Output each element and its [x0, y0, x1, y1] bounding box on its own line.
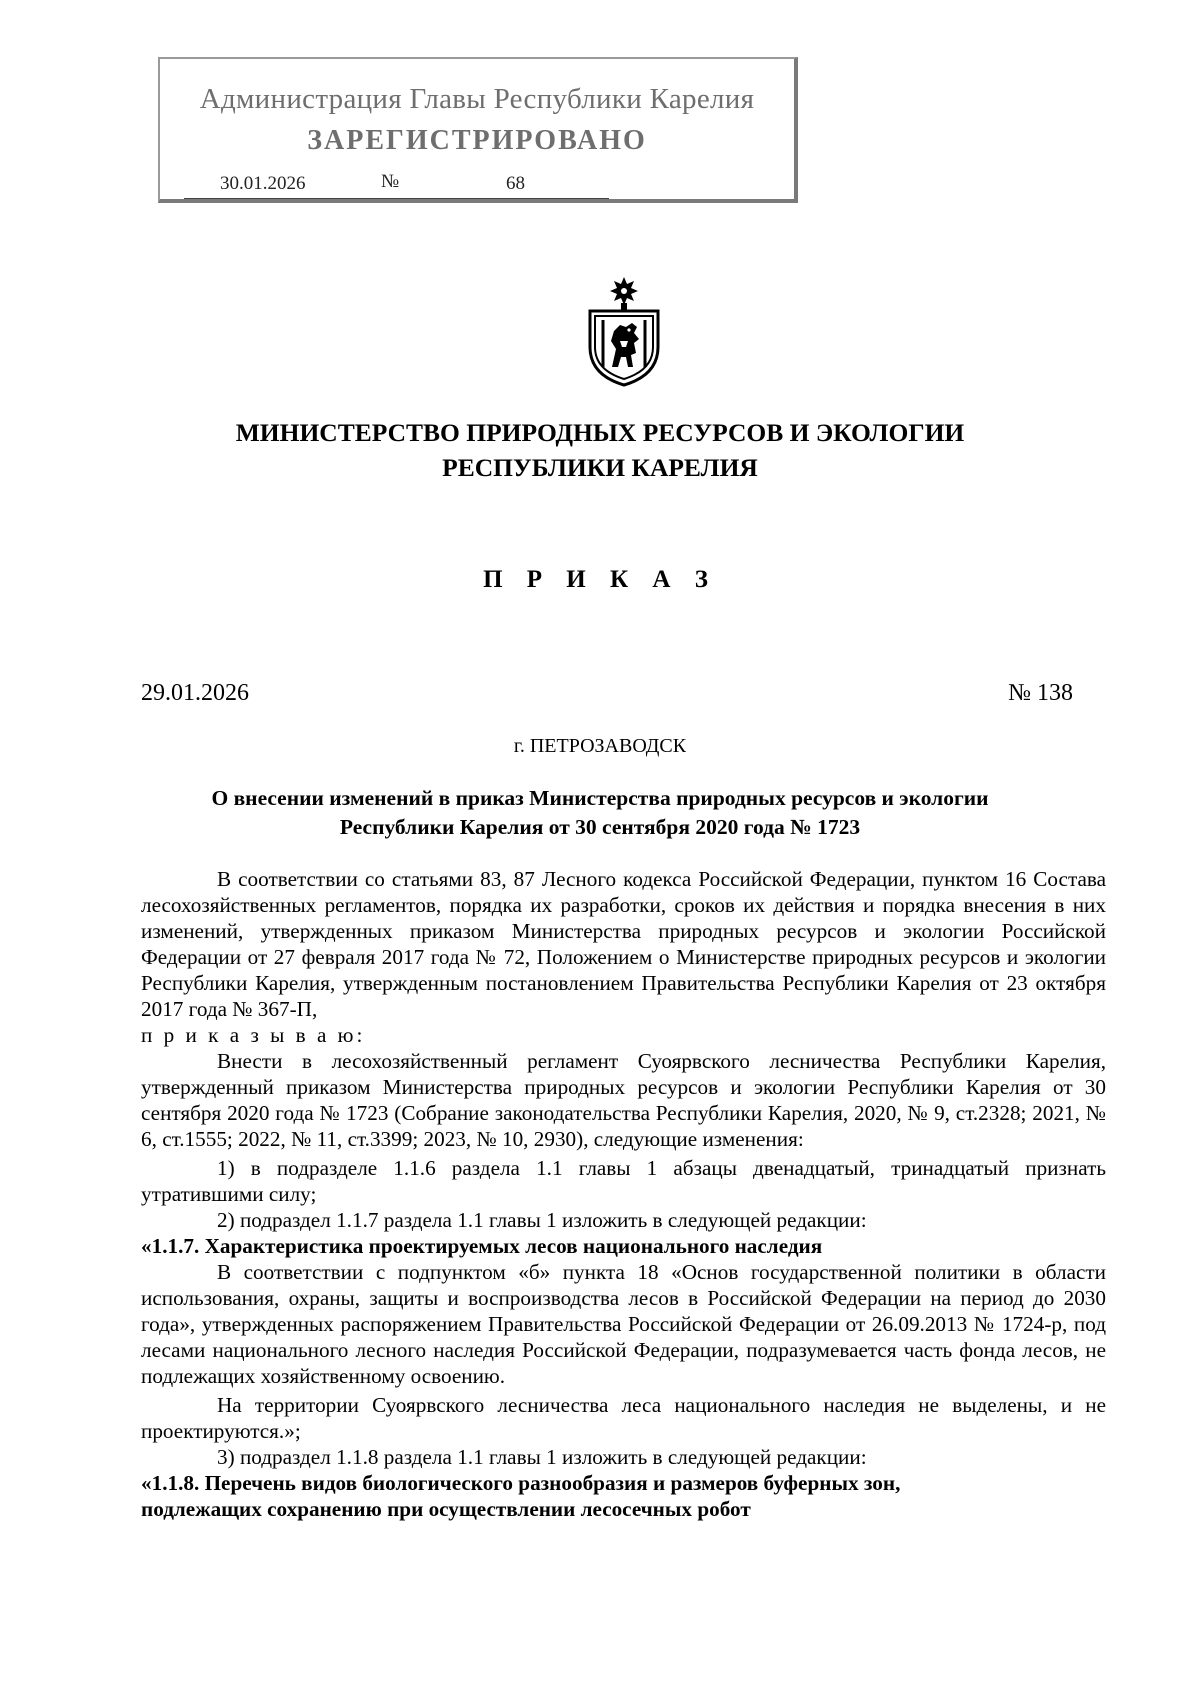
coat-of-arms-icon [584, 275, 664, 387]
document-body [141, 866, 1106, 1522]
section-heading-1-1-8-line2: подлежащих сохранению при осуществлении лесосечных робот [141, 1497, 751, 1521]
paragraph-item-1: 1) в подразделе 1.1.6 раздела 1.1 главы 1 абзацы двенадцатый, тринадцатый признать утратившими силу; [141, 1156, 1106, 1206]
stamp-registered: ЗАРЕГИСТРИРОВАНО [307, 125, 647, 156]
section-heading-1-1-7: «1.1.7. Характеристика проектируемых лесов национального наследия [141, 1234, 823, 1258]
paragraph-heritage-basis: В соответствии с подпунктом «б» пункта 18 «Основ государственной политики в области использования, охраны, защиты и воспроизводства лесов в Российской Федерации на период до 2030 года», утвержденных распоряжением Правительства Российской Федерации от 26.09.2013 № 1724-р, под лесами национального лесного наследия Российской Федерации, подразумевается часть фонда лесов, не подлежащих хозяйственному освоению. [141, 1260, 1106, 1388]
subject-line1: О внесении изменений в приказ Министерства природных ресурсов и экологии [211, 786, 989, 810]
order-date: 29.01.2026 [141, 680, 249, 706]
paragraph-heritage-none: На территории Суоярвского лесничества леса национального наследия не выделены, и не проектируются.»; [141, 1393, 1106, 1443]
subject-line2: Республики Карелия от 30 сентября 2020 года № 1723 [339, 815, 861, 839]
paragraph-preamble: В соответствии со статьями 83, 87 Лесного кодекса Российской Федерации, пунктом 16 Состава лесохозяйственных регламентов, порядка их разработки, сроков их действия и порядка внесения в них изменений, утвержденных приказом Министерства природных ресурсов и экологии Российской Федерации от 27 февраля 2017 года № 72, Положением о Министерстве природных ресурсов и экологии Республики Карелия, утвержденным постановлением Правительства Республики Карелия от 23 октября 2017 года № 367-П, [141, 867, 1106, 1021]
stamp-date: 30.01.2026 [220, 173, 306, 194]
section-heading-1-1-8-line1: «1.1.8. Перечень видов биологического разнообразия и размеров буферных зон, [141, 1471, 901, 1495]
stamp-registration-line [184, 171, 609, 199]
ministry-name-line2: РЕСПУБЛИКИ КАРЕЛИЯ [442, 453, 758, 482]
registration-stamp [158, 57, 798, 203]
stamp-number: 68 [506, 173, 525, 194]
document-type: П Р И К А З [483, 566, 717, 593]
stamp-no-label: № [381, 171, 400, 192]
paragraph-amend: Внести в лесохозяйственный регламент Суоярвского лесничества Республики Карелия, утвержденный приказом Министерства природных ресурсов и экологии Республики Карелия от 30 сентября 2020 года № 1723 (Собрание законодательства Республики Карелия, 2020, № 9, ст.2328; 2021, № 6, ст.1555; 2022, № 11, ст.3399; 2023, № 10, 2930), следующие изменения: [141, 1049, 1106, 1151]
paragraph-order-word: п р и к а з ы в а ю: [141, 1023, 366, 1047]
stamp-title: Администрация Главы Республики Карелия [199, 83, 755, 115]
city: г. ПЕТРОЗАВОДСК [513, 735, 687, 757]
paragraph-item-3: 3) подраздел 1.1.8 раздела 1.1 главы 1 изложить в следующей редакции: [217, 1445, 867, 1469]
order-number: № 138 [1008, 680, 1073, 706]
ministry-name-line1: МИНИСТЕРСТВО ПРИРОДНЫХ РЕСУРСОВ И ЭКОЛОГИИ [235, 418, 965, 447]
paragraph-item-2: 2) подраздел 1.1.7 раздела 1.1 главы 1 изложить в следующей редакции: [217, 1208, 867, 1232]
